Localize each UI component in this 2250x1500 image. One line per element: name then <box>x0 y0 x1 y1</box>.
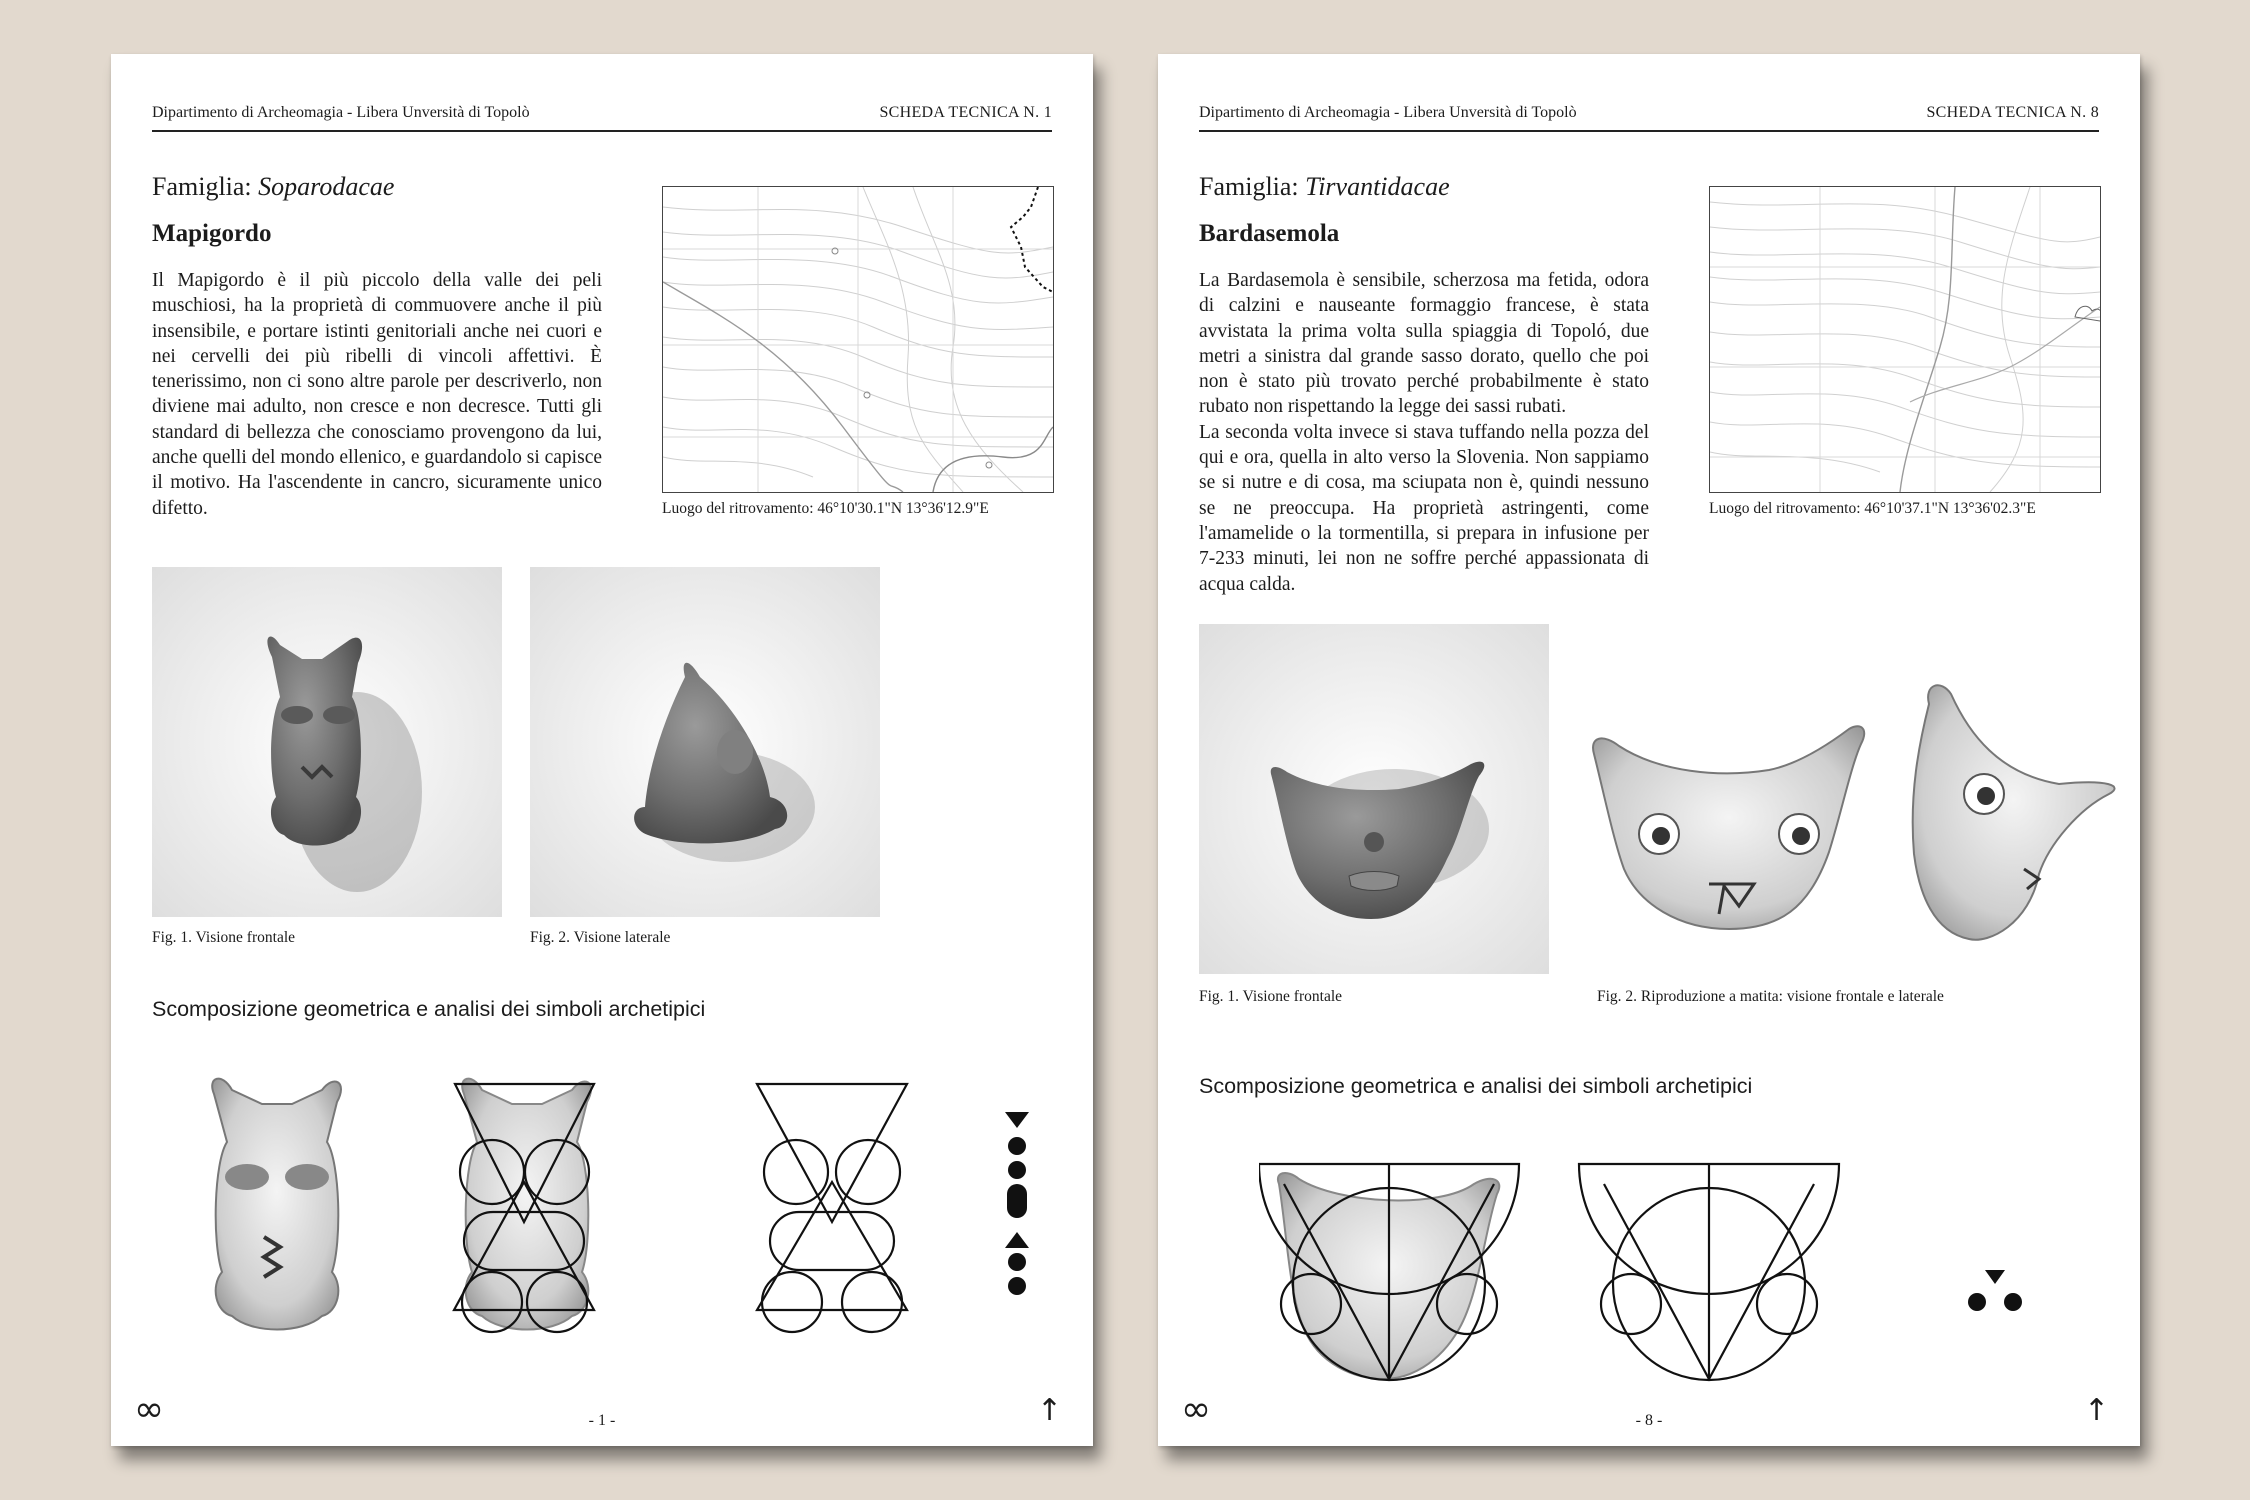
photo-frontal-view <box>1199 624 1549 974</box>
arrow-up-icon[interactable]: ↑ <box>1036 1393 1062 1428</box>
family-name: Soparodacae <box>258 172 395 201</box>
family-heading <box>1199 172 1450 202</box>
photo-lateral-view <box>530 567 880 917</box>
family-name: Tirvantidacae <box>1305 172 1450 201</box>
technical-sheet-page-1 <box>111 54 1093 1446</box>
specimen-name: Bardasemola <box>1199 220 1340 247</box>
pencil-reproduction <box>1589 674 2119 994</box>
map-caption: Luogo del ritrovamento: 46°10'30.1"N 13°36'12.9"E <box>662 500 989 517</box>
discovery-map <box>1709 186 2101 493</box>
description-text: Il Mapigordo è il più piccolo della valle dei peli muschiosi, ha la proprietà di commuovere anche il più insensibile, e portare istinti genitoriali anche nei cuori e nei cervelli dei più ribelli di vincoli affettivi. È tenerissimo, non ci sono altre parole per descriverlo, non diviene mai adulto, non cresce e non decresce. Tutti gli standard di bellezza che conosciamo provengono da lui, anche quelli del mondo ellenico, e guardandolo si capisce il motivo. Ha l'ascendente in cancro, sicuramente unico difetto. <box>152 270 602 519</box>
page-number: - 1 - <box>588 1412 616 1429</box>
geometric-analysis <box>192 1072 1072 1372</box>
page-header <box>1199 100 2099 132</box>
page-header <box>152 100 1052 132</box>
specimen-description <box>152 268 602 521</box>
geometric-scheme <box>757 1084 907 1332</box>
department-name: Dipartimento di Archeomagia - Libera Unversità di Topolò <box>152 104 530 121</box>
map-caption: Luogo del ritrovamento: 46°10'37.1"N 13°36'02.3"E <box>1709 500 2036 517</box>
specimen-name: Mapigordo <box>152 220 272 247</box>
infinity-icon: ∞ <box>1181 1389 1211 1430</box>
photo-frontal-view <box>152 567 502 917</box>
description-paragraph-2: La seconda volta invece si stava tuffando nella pozza del qui e ora, quella in alto verso la Slovenia. Non sappiamo se si nutre e di cosa, ma sciupata non è, quindi nessuno se ne preoccupa. Ha proprietà astringenti, come l'amamelide o la tormentilla, si prepara in infusione per 7-233 minuti, lei non ne soffre perché appassionata di acqua calda. <box>1199 421 1649 595</box>
fig1-caption: Fig. 1. Visione frontale <box>152 929 296 946</box>
fig2-caption: Fig. 2. Riproduzione a matita: visione frontale e laterale <box>1597 988 1944 1005</box>
archetypal-symbol-group <box>1968 1270 2022 1311</box>
arrow-up-icon[interactable]: ↑ <box>2083 1393 2109 1428</box>
infinity-icon: ∞ <box>134 1389 164 1430</box>
archetypal-symbol-column <box>1005 1112 1029 1295</box>
section-title: Scomposizione geometrica e analisi dei simboli archetipici <box>1199 1074 1753 1098</box>
pencil-drawing-figure <box>212 1079 341 1330</box>
pencil-drawing-with-geometry <box>454 1079 594 1332</box>
family-label: Famiglia: <box>152 172 252 201</box>
technical-sheet-page-8 <box>1158 54 2140 1446</box>
fig2-caption: Fig. 2. Visione laterale <box>530 929 671 946</box>
description-paragraph-1: La Bardasemola è sensibile, scherzosa ma fetida, odora di calzini e nauseante formaggio francese, è stata avvistata la prima volta sulla spiaggia di Topoló, due metri a sinistra dal grande sasso dorato, quello che poi non è stato più trovato perché probabilmente è stato rubato non rispettando la legge dei sassi rubati. <box>1199 270 1649 418</box>
pencil-lateral-view <box>1913 685 2115 939</box>
fig1-caption: Fig. 1. Visione frontale <box>1199 988 1343 1005</box>
geometric-analysis <box>1259 1154 2079 1404</box>
sheet-number: SCHEDA TECNICA N. 8 <box>1926 104 2099 121</box>
discovery-map <box>662 186 1054 493</box>
pencil-drawing-with-geometry <box>1259 1164 1519 1380</box>
section-title: Scomposizione geometrica e analisi dei simboli archetipici <box>152 997 706 1021</box>
family-label: Famiglia: <box>1199 172 1299 201</box>
specimen-description <box>1199 268 1649 597</box>
geometric-scheme <box>1579 1164 1839 1380</box>
sheet-number: SCHEDA TECNICA N. 1 <box>879 104 1052 121</box>
department-name: Dipartimento di Archeomagia - Libera Unversità di Topolò <box>1199 104 1577 121</box>
pencil-frontal-view <box>1593 726 1864 929</box>
page-number: - 8 - <box>1635 1412 1663 1429</box>
family-heading <box>152 172 394 202</box>
